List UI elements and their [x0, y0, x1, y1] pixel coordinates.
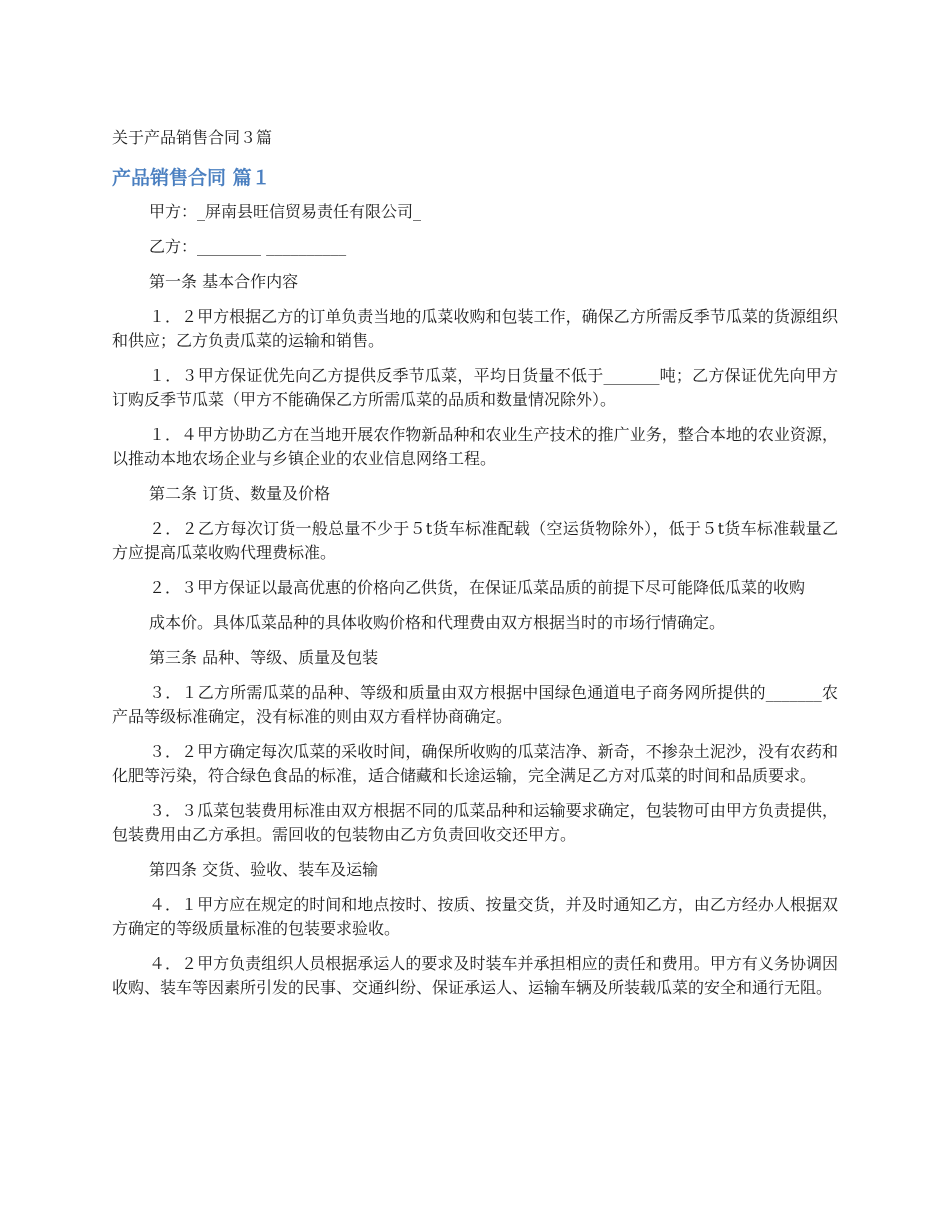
article-heading: 第三条 品种、等级、质量及包装: [149, 648, 379, 667]
party-a-line: 甲方：_屏南县旺信贸易责任有限公司_: [149, 202, 422, 221]
clause-paragraph: １．２甲方根据乙方的订单负责当地的瓜菜收购和包装工作，确保乙方所需反季节瓜菜的货源组织和供应；乙方负责瓜菜的运输和销售。: [112, 307, 838, 350]
clause-paragraph: ３．２甲方确定每次瓜菜的采收时间，确保所收购的瓜菜洁净、新奇，不掺杂土泥沙，没有农药和化肥等污染，符合绿色食品的标准，适合储藏和长途运输，完全满足乙方对瓜菜的时间和品质要求。: [112, 742, 838, 785]
article-heading: 第一条 基本合作内容: [149, 272, 299, 291]
clause-paragraph: ３．１乙方所需瓜菜的品种、等级和质量由双方根据中国绿色通道电子商务网所提供的_______农产品等级标准确定，没有标准的则由双方看样协商确定。: [112, 683, 838, 726]
document-body: [112, 200, 838, 1011]
clause-paragraph: ２．３甲方保证以最高优惠的价格向乙供货，在保证瓜菜品质的前提下尽可能降低瓜菜的收购: [149, 578, 806, 597]
clause-paragraph: ２．２乙方每次订货一般总量不少于５t货车标准配载（空运货物除外），低于５t货车标准载量乙方应提高瓜菜收购代理费标准。: [112, 519, 838, 562]
clause-paragraph: ３．３瓜菜包装费用标准由双方根据不同的瓜菜品种和运输要求确定，包装物可由甲方负责提供，包装费用由乙方承担。需回收的包装物由乙方负责回收交还甲方。: [112, 801, 838, 844]
party-b-line: 乙方：________ __________: [149, 237, 347, 256]
clause-paragraph: １．４甲方协助乙方在当地开展农作物新品种和农业生产技术的推广业务，整合本地的农业资源，以推动本地农场企业与乡镇企业的农业信息网络工程。: [112, 425, 838, 468]
article-heading: 第二条 订货、数量及价格: [149, 484, 331, 503]
document-title: 关于产品销售合同３篇: [112, 128, 273, 147]
clause-paragraph: ４．２甲方负责组织人员根据承运人的要求及时装车并承担相应的责任和费用。甲方有义务协调因收购、装车等因素所引发的民事、交通纠纷、保证承运人、运输车辆及所装载瓜菜的安全和通行无阻。: [112, 954, 838, 997]
section-heading: 产品销售合同 篇１: [112, 167, 271, 189]
clause-paragraph: ４．１甲方应在规定的时间和地点按时、按质、按量交货，并及时通知乙方，由乙方经办人根据双方确定的等级质量标准的包装要求验收。: [112, 895, 838, 938]
article-heading: 第四条 交货、验收、装车及运输: [149, 860, 379, 879]
clause-paragraph: １．３甲方保证优先向乙方提供反季节瓜菜，平均日货量不低于_______吨；乙方保证优先向甲方订购反季节瓜菜（甲方不能确保乙方所需瓜菜的品质和数量情况除外）。: [112, 366, 838, 409]
clause-paragraph: 成本价。具体瓜菜品种的具体收购价格和代理费由双方根据当时的市场行情确定。: [149, 613, 726, 632]
